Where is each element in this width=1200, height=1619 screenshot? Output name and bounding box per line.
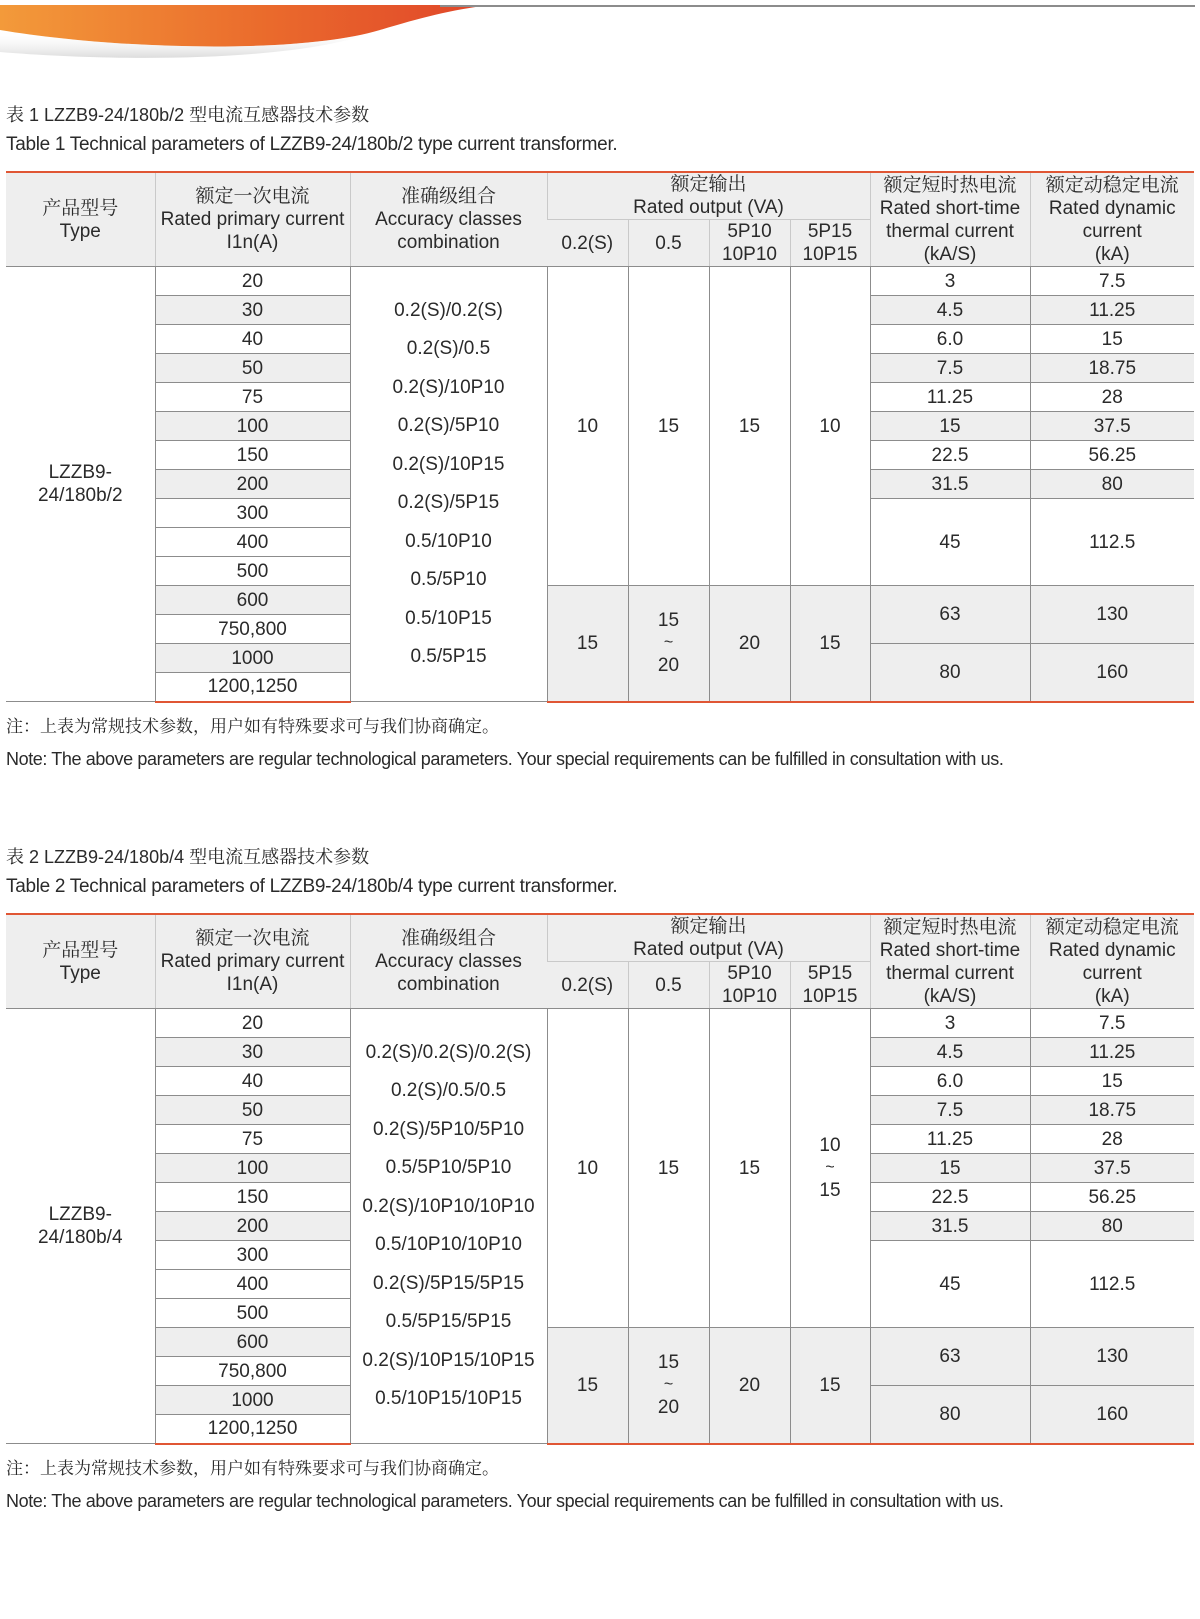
table1-section — [6, 104, 1194, 771]
header-dynamic: 额定动稳定电流 Rated dynamic current (kA) — [1030, 172, 1194, 267]
thermal-cell: 4.5 — [870, 296, 1030, 325]
current-cell: 30 — [155, 296, 350, 325]
dynamic-cell: 112.5 — [1030, 1241, 1194, 1328]
dynamic-cell: 28 — [1030, 1125, 1194, 1154]
header-thermal: 额定短时热电流 Rated short-time thermal current (kA/S) — [870, 172, 1030, 267]
header-output-02s: 0.2(S) — [547, 220, 628, 267]
dynamic-cell: 160 — [1030, 1386, 1194, 1444]
thermal-cell: 7.5 — [870, 1096, 1030, 1125]
current-cell: 20 — [155, 267, 350, 296]
header-dynamic: 额定动稳定电流 Rated dynamic current (kA) — [1030, 914, 1194, 1009]
output-5p10-upper: 15 — [709, 267, 790, 586]
dynamic-cell: 18.75 — [1030, 354, 1194, 383]
table2-caption-cn: 表 2 LZZB9-24/180b/4 型电流互感器技术参数 — [6, 847, 370, 867]
thermal-cell: 45 — [870, 1241, 1030, 1328]
current-cell: 1000 — [155, 644, 350, 673]
current-cell: 1000 — [155, 1386, 350, 1415]
thermal-cell: 63 — [870, 586, 1030, 644]
header-output-5p10: 5P10 10P10 — [709, 962, 790, 1009]
current-cell: 40 — [155, 325, 350, 354]
output-05-upper: 15 — [628, 1009, 709, 1328]
table2-note-cn: 注：上表为常规技术参数，用户如有特殊要求可与我们协商确定。 — [6, 1458, 499, 1478]
dynamic-cell: 160 — [1030, 644, 1194, 702]
header-output-5p15: 5P15 10P15 — [790, 962, 870, 1009]
header-primary-current: 额定一次电流 Rated primary current I1n(A) — [155, 172, 350, 267]
output-5p10-upper: 15 — [709, 1009, 790, 1328]
table2-section — [6, 846, 1194, 1513]
current-cell: 300 — [155, 499, 350, 528]
output-02s-upper: 10 — [547, 1009, 628, 1328]
header-primary-current: 额定一次电流 Rated primary current I1n(A) — [155, 914, 350, 1009]
current-cell: 500 — [155, 1299, 350, 1328]
output-02s-lower: 15 — [547, 586, 628, 702]
table1-note-en: Note: The above parameters are regular technological parameters. Your special requirements can be fulfilled in consultation with us. — [6, 748, 1004, 769]
current-cell: 400 — [155, 528, 350, 557]
output-5p10-lower: 20 — [709, 1328, 790, 1444]
current-cell: 750,800 — [155, 1357, 350, 1386]
current-cell: 150 — [155, 1183, 350, 1212]
thermal-cell: 31.5 — [870, 470, 1030, 499]
thermal-cell: 6.0 — [870, 325, 1030, 354]
header-rated-output: 额定输出 Rated output (VA) — [547, 172, 870, 220]
thermal-cell: 80 — [870, 644, 1030, 702]
thermal-cell: 45 — [870, 499, 1030, 586]
current-cell: 150 — [155, 441, 350, 470]
header-accent-band — [0, 0, 1200, 62]
header-rated-output: 额定输出 Rated output (VA) — [547, 914, 870, 962]
current-cell: 75 — [155, 383, 350, 412]
dynamic-cell: 37.5 — [1030, 1154, 1194, 1183]
header-accuracy: 准确级组合 Accuracy classes combination — [350, 914, 547, 1009]
type-cell: LZZB9- 24/180b/4 — [6, 1009, 155, 1444]
header-rule — [440, 5, 1195, 7]
thermal-cell: 15 — [870, 412, 1030, 441]
table2 — [6, 913, 1194, 1445]
current-cell: 600 — [155, 1328, 350, 1357]
thermal-cell: 11.25 — [870, 1125, 1030, 1154]
output-5p15-upper: 10 — [790, 267, 870, 586]
current-cell: 600 — [155, 586, 350, 615]
header-output-05: 0.5 — [628, 220, 709, 267]
current-cell: 300 — [155, 1241, 350, 1270]
table1-caption-cn: 表 1 LZZB9-24/180b/2 型电流互感器技术参数 — [6, 105, 370, 125]
current-cell: 50 — [155, 1096, 350, 1125]
dynamic-cell: 11.25 — [1030, 296, 1194, 325]
accuracy-cell: 0.2(S)/0.2(S)/0.2(S) 0.2(S)/0.5/0.5 0.2(S)/5P10/5P10 0.5/5P10/5P10 0.2(S)/10P10/10P10 0.5/10P10/10P10 0.2(S)/5P15/5P15 0.5/5P15/5P15 0.2(S)/10P15/10P15 0.5/10P15/10P15 — [350, 1009, 547, 1444]
thermal-cell: 22.5 — [870, 441, 1030, 470]
current-cell: 100 — [155, 1154, 350, 1183]
thermal-cell: 80 — [870, 1386, 1030, 1444]
output-02s-upper: 10 — [547, 267, 628, 586]
header-thermal: 额定短时热电流 Rated short-time thermal current (kA/S) — [870, 914, 1030, 1009]
current-cell: 75 — [155, 1125, 350, 1154]
current-cell: 50 — [155, 354, 350, 383]
header-output-05: 0.5 — [628, 962, 709, 1009]
dynamic-cell: 7.5 — [1030, 267, 1194, 296]
dynamic-cell: 80 — [1030, 470, 1194, 499]
accuracy-cell: 0.2(S)/0.2(S) 0.2(S)/0.5 0.2(S)/10P10 0.2(S)/5P10 0.2(S)/10P15 0.2(S)/5P15 0.5/10P10 0.5/5P10 0.5/10P15 0.5/5P15 — [350, 267, 547, 702]
dynamic-cell: 7.5 — [1030, 1009, 1194, 1038]
dynamic-cell: 80 — [1030, 1212, 1194, 1241]
table2-caption-en: Table 2 Technical parameters of LZZB9-24/180b/4 type current transformer. — [6, 876, 618, 897]
current-cell: 1200,1250 — [155, 673, 350, 702]
thermal-cell: 7.5 — [870, 354, 1030, 383]
current-cell: 1200,1250 — [155, 1415, 350, 1444]
current-cell: 30 — [155, 1038, 350, 1067]
output-5p15-upper: 10 ~ 15 — [790, 1009, 870, 1328]
output-5p10-lower: 20 — [709, 586, 790, 702]
dynamic-cell: 28 — [1030, 383, 1194, 412]
output-5p15-lower: 15 — [790, 586, 870, 702]
dynamic-cell: 130 — [1030, 1328, 1194, 1386]
dynamic-cell: 15 — [1030, 1067, 1194, 1096]
thermal-cell: 15 — [870, 1154, 1030, 1183]
dynamic-cell: 56.25 — [1030, 1183, 1194, 1212]
header-output-5p15: 5P15 10P15 — [790, 220, 870, 267]
dynamic-cell: 15 — [1030, 325, 1194, 354]
thermal-cell: 31.5 — [870, 1212, 1030, 1241]
table2-note-en: Note: The above parameters are regular technological parameters. Your special requirements can be fulfilled in consultation with us. — [6, 1490, 1004, 1511]
current-cell: 20 — [155, 1009, 350, 1038]
thermal-cell: 4.5 — [870, 1038, 1030, 1067]
current-cell: 40 — [155, 1067, 350, 1096]
type-cell: LZZB9- 24/180b/2 — [6, 267, 155, 702]
output-02s-lower: 15 — [547, 1328, 628, 1444]
current-cell: 100 — [155, 412, 350, 441]
header-type: 产品型号 Type — [6, 172, 155, 267]
dynamic-cell: 56.25 — [1030, 441, 1194, 470]
current-cell: 500 — [155, 557, 350, 586]
table1 — [6, 171, 1194, 703]
output-05-upper: 15 — [628, 267, 709, 586]
table1-note-cn: 注：上表为常规技术参数，用户如有特殊要求可与我们协商确定。 — [6, 716, 499, 736]
thermal-cell: 3 — [870, 267, 1030, 296]
current-cell: 200 — [155, 1212, 350, 1241]
thermal-cell: 6.0 — [870, 1067, 1030, 1096]
current-cell: 400 — [155, 1270, 350, 1299]
dynamic-cell: 11.25 — [1030, 1038, 1194, 1067]
dynamic-cell: 18.75 — [1030, 1096, 1194, 1125]
dynamic-cell: 37.5 — [1030, 412, 1194, 441]
thermal-cell: 11.25 — [870, 383, 1030, 412]
thermal-cell: 22.5 — [870, 1183, 1030, 1212]
header-output-02s: 0.2(S) — [547, 962, 628, 1009]
header-accuracy: 准确级组合 Accuracy classes combination — [350, 172, 547, 267]
header-output-5p10: 5P10 10P10 — [709, 220, 790, 267]
dynamic-cell: 112.5 — [1030, 499, 1194, 586]
output-05-lower: 15 ~ 20 — [628, 1328, 709, 1444]
dynamic-cell: 130 — [1030, 586, 1194, 644]
thermal-cell: 63 — [870, 1328, 1030, 1386]
header-type: 产品型号 Type — [6, 914, 155, 1009]
current-cell: 750,800 — [155, 615, 350, 644]
output-05-lower: 15 ~ 20 — [628, 586, 709, 702]
thermal-cell: 3 — [870, 1009, 1030, 1038]
table1-caption-en: Table 1 Technical parameters of LZZB9-24/180b/2 type current transformer. — [6, 134, 618, 155]
current-cell: 200 — [155, 470, 350, 499]
output-5p15-lower: 15 — [790, 1328, 870, 1444]
